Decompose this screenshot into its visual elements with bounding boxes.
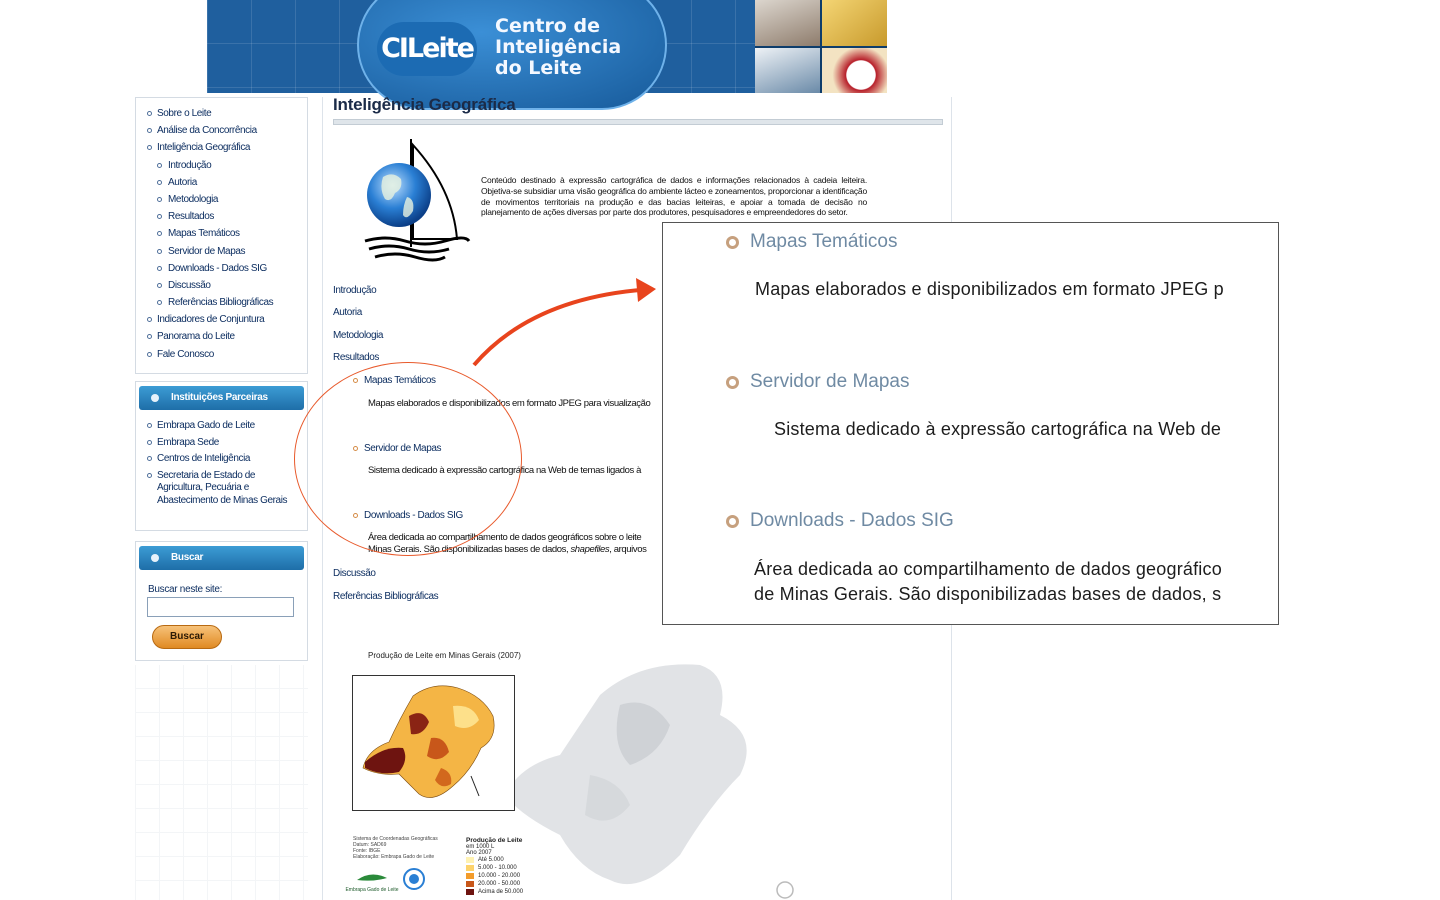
sidebar-nav-item[interactable] bbox=[136, 328, 307, 345]
highlight-ellipse bbox=[294, 362, 522, 556]
sidebar-nav-label: Inteligência Geográfica bbox=[157, 142, 251, 154]
bullet-icon bbox=[147, 456, 152, 461]
sidebar-nav-item[interactable] bbox=[136, 157, 307, 174]
zoom-bullet-icon bbox=[726, 236, 739, 249]
nav-list bbox=[136, 98, 307, 363]
legend-rows bbox=[466, 856, 523, 896]
search-header bbox=[139, 546, 304, 570]
bullet-icon bbox=[157, 214, 162, 219]
photo-cheese bbox=[822, 0, 887, 46]
sidebar-nav-item[interactable] bbox=[136, 139, 307, 156]
zoom-downloads-description-2: de Minas Gerais. São disponibilizadas bases de dados, s bbox=[754, 584, 1222, 604]
minas-gerais-map bbox=[353, 676, 514, 810]
zoom-downloads-label[interactable]: Downloads - Dados SIG bbox=[750, 510, 954, 531]
embrapa-logo-icon bbox=[345, 868, 399, 894]
link-resultados[interactable]: Resultados bbox=[333, 352, 380, 363]
sidebar-nav-label: Mapas Temáticos bbox=[168, 228, 240, 240]
partners-header bbox=[139, 386, 304, 410]
partner-link[interactable] bbox=[136, 437, 307, 450]
bullet-icon bbox=[147, 145, 152, 150]
bullet-icon bbox=[147, 352, 152, 357]
sidebar-nav-label: Análise da Concorrência bbox=[157, 125, 257, 137]
legend-swatch bbox=[466, 873, 474, 879]
legend-year: Ano 2007 bbox=[466, 850, 492, 856]
legend-label: Acima de 50.000 bbox=[478, 889, 524, 895]
partner-label: Embrapa Sede bbox=[157, 436, 219, 448]
sidebar-nav-item[interactable] bbox=[136, 191, 307, 208]
link-referencias[interactable]: Referências Bibliográficas bbox=[333, 591, 439, 602]
intro-paragraph: Conteúdo destinado à expressão cartográfica de dados e informações relacionados à cadeia leiteira. Objetiva-se subsidiar uma visão geográfica do ambiente lácteo e zoneamentos, proporcionar a identificação de movimentos territoriais na produção e das bacias leiteiras, e apoiar a tomada de decisão no planejamento de ações diversas por parte dos produtores, pesquisadores e empreendedores do setor. bbox=[481, 175, 867, 218]
bullet-icon bbox=[147, 423, 152, 428]
search-box bbox=[135, 541, 308, 661]
zoom-downloads-description-1: Área dedicada ao compartilhamento de dados geográfico bbox=[754, 559, 1222, 579]
partner-label: Centros de Inteligência bbox=[157, 453, 251, 464]
bullet-icon bbox=[157, 231, 162, 236]
sidebar-nav-label: Sobre o Leite bbox=[157, 108, 212, 119]
photo-person bbox=[755, 0, 820, 46]
legend-swatch bbox=[466, 889, 474, 895]
partners-box bbox=[135, 381, 308, 531]
downloads-desc-2a: Minas Gerais. São disponibilizadas bases de dados, bbox=[368, 544, 571, 555]
legend-label: 20.000 - 50.000 bbox=[478, 881, 521, 887]
partners-list bbox=[136, 410, 307, 507]
map-title: Produção de Leite em Minas Gerais (2007) bbox=[368, 651, 521, 660]
sub-link-servidor-label: Servidor de Mapas bbox=[364, 443, 442, 454]
banner-photos bbox=[755, 0, 887, 93]
embrapa-logo-text: Embrapa Gado de Leite bbox=[345, 887, 399, 893]
legend-title: Produção de Leite bbox=[466, 837, 523, 844]
bullet-icon bbox=[147, 317, 152, 322]
legend-row bbox=[466, 856, 523, 864]
bullet-icon bbox=[157, 283, 162, 288]
sidebar-nav-label: Referências Bibliográficas bbox=[168, 297, 274, 309]
legend-swatch bbox=[466, 881, 474, 887]
downloads-description-1: Área dedicada ao compartilhamento de dados geográficos sobre o leite bbox=[368, 532, 642, 543]
downloads-desc-2b: shapefiles bbox=[570, 544, 610, 555]
sidebar-nav-label: Autoria bbox=[168, 176, 197, 188]
globe-sailboat-icon bbox=[345, 137, 475, 267]
legend-row bbox=[466, 872, 523, 880]
background-grid bbox=[135, 665, 308, 900]
zoom-arrow-icon bbox=[460, 270, 670, 380]
bullet-icon bbox=[157, 266, 162, 271]
legend-swatch bbox=[466, 857, 474, 863]
zoom-servidor-description: Sistema dedicado à expressão cartográfica na Web de bbox=[774, 419, 1222, 439]
sidebar-nav-item[interactable] bbox=[136, 260, 307, 277]
bullet-icon bbox=[157, 197, 162, 202]
background-map-silhouette bbox=[500, 655, 820, 900]
partner-link[interactable] bbox=[136, 470, 307, 508]
sidebar-nav-item[interactable] bbox=[136, 174, 307, 191]
partner-link[interactable] bbox=[136, 420, 307, 433]
legend-label: 5.000 - 10.000 bbox=[478, 865, 517, 871]
bullet-icon bbox=[157, 300, 162, 305]
search-label: Buscar neste site: bbox=[148, 584, 223, 595]
bullet-icon bbox=[147, 473, 152, 478]
legend-row bbox=[466, 880, 523, 888]
legend-label: Até 5.000 bbox=[478, 857, 504, 863]
partner-label: Embrapa Gado de Leite bbox=[157, 420, 255, 431]
search-title: Buscar bbox=[171, 552, 204, 563]
sidebar-nav-item[interactable] bbox=[136, 346, 307, 363]
sidebar-nav-label: Resultados bbox=[168, 211, 215, 223]
legend-label: 10.000 - 20.000 bbox=[478, 873, 521, 879]
servidor-description: Sistema dedicado à expressão cartográfica na Web de temas ligados à bbox=[368, 465, 641, 476]
map-legend bbox=[466, 837, 523, 896]
photo-milk bbox=[755, 48, 820, 94]
bullet-icon bbox=[157, 180, 162, 185]
zoom-bullet-icon bbox=[726, 515, 739, 528]
sidebar-nav-label: Introdução bbox=[168, 159, 212, 171]
search-input[interactable] bbox=[147, 597, 294, 617]
sub-link-downloads-label: Downloads - Dados SIG bbox=[364, 510, 463, 521]
title-rule bbox=[333, 119, 943, 125]
legend-row bbox=[466, 864, 523, 872]
search-button[interactable]: Buscar bbox=[152, 625, 222, 649]
bullet-icon bbox=[157, 163, 162, 168]
sidebar-nav-label: Discussão bbox=[168, 279, 211, 291]
sidebar-nav-item[interactable] bbox=[136, 225, 307, 242]
partners-title: Instituições Parceiras bbox=[171, 392, 268, 403]
sidebar-nav-item[interactable] bbox=[136, 105, 307, 122]
production-map bbox=[352, 675, 515, 811]
zoom-bullet-icon bbox=[726, 376, 739, 389]
sidebar-nav-item[interactable] bbox=[136, 311, 307, 328]
legend-swatch bbox=[466, 865, 474, 871]
sidebar-nav-item[interactable] bbox=[136, 208, 307, 225]
sidebar-nav-item[interactable] bbox=[136, 122, 307, 139]
link-introducao[interactable]: Introdução bbox=[333, 285, 377, 296]
link-discussao[interactable]: Discussão bbox=[333, 568, 376, 579]
bullet-icon bbox=[147, 111, 152, 116]
sub-link-mapas-label: Mapas Temáticos bbox=[364, 375, 436, 386]
bullet-icon bbox=[157, 249, 162, 254]
mapas-description: Mapas elaborados e disponibilizados em formato JPEG para visualização bbox=[368, 398, 651, 409]
sidebar-nav-label: Fale Conosco bbox=[157, 348, 214, 360]
link-metodologia[interactable]: Metodologia bbox=[333, 330, 384, 341]
bullet-icon bbox=[147, 334, 152, 339]
partner-label: Secretaria de Estado de Agricultura, Pecuária e Abastecimento de Minas Gerais bbox=[157, 469, 288, 506]
header-banner bbox=[207, 0, 887, 93]
page-title: Inteligência Geográfica bbox=[333, 95, 516, 114]
cileite-small-logo-icon bbox=[402, 867, 426, 891]
zoom-mapas-description: Mapas elaborados e disponibilizados em formato JPEG p bbox=[755, 279, 1224, 299]
zoom-servidor-label[interactable]: Servidor de Mapas bbox=[750, 371, 910, 392]
map-credits: Sistema de Coordenadas Geográficas Datum: SAD69 Fonte: IBGE Elaboração: Embrapa Gado de Leite bbox=[353, 836, 438, 860]
banner-title: Centro de Inteligência do Leite bbox=[495, 15, 622, 79]
partner-link[interactable] bbox=[136, 453, 307, 466]
zoom-mapas-label[interactable]: Mapas Temáticos bbox=[750, 231, 898, 252]
legend-unit: em 1000 L bbox=[466, 844, 495, 850]
sidebar-nav-item[interactable] bbox=[136, 243, 307, 260]
cileite-logo[interactable]: CILeite bbox=[377, 22, 477, 76]
zoom-panel bbox=[662, 222, 1279, 625]
legend-row bbox=[466, 888, 523, 896]
sidebar-nav-item[interactable] bbox=[136, 294, 307, 311]
bullet-icon bbox=[147, 440, 152, 445]
link-autoria[interactable]: Autoria bbox=[333, 307, 362, 318]
downloads-desc-2c: , arquivos bbox=[609, 544, 647, 555]
photo-cows bbox=[822, 48, 887, 94]
sidebar-nav-item[interactable] bbox=[136, 277, 307, 294]
sidebar-nav-label: Panorama do Leite bbox=[157, 331, 235, 343]
sidebar-nav-label: Servidor de Mapas bbox=[168, 245, 246, 257]
sidebar-nav-label: Metodologia bbox=[168, 193, 219, 205]
sidebar-nav bbox=[135, 97, 308, 374]
dot-icon bbox=[151, 554, 159, 562]
sidebar-nav-label: Downloads - Dados SIG bbox=[168, 262, 267, 274]
bullet-icon bbox=[147, 128, 152, 133]
dot-icon bbox=[151, 394, 159, 402]
sidebar-nav-label: Indicadores de Conjuntura bbox=[157, 314, 265, 326]
